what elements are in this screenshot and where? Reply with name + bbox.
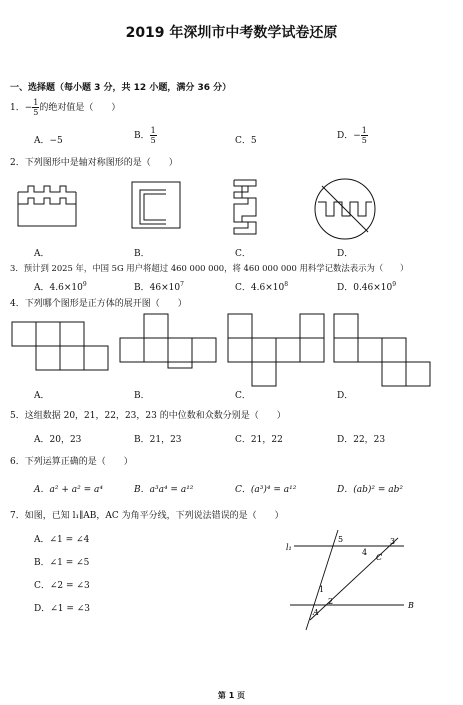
q3-option-c: C．$4.6\times 10^8$ — [235, 281, 289, 293]
label-angle-3: 3 — [390, 537, 396, 546]
question-6: 6．下列运算正确的是（ ） — [10, 457, 133, 467]
label-l1: l₁ — [286, 543, 292, 552]
label-angle-2: 2 — [328, 597, 334, 606]
q2-figure-c — [230, 178, 266, 236]
q3-option-d: D．$0.46\times 10^9$ — [337, 281, 397, 293]
q3-option-a: A．$4.6\times 10^9$ — [34, 281, 87, 293]
q7-option-c: C．∠2 = ∠3 — [34, 581, 90, 591]
q3-option-b: B．$46\times 10^7$ — [134, 281, 184, 293]
label-angle-1: 1 — [319, 585, 325, 594]
q2-figure-b — [130, 180, 184, 232]
q4-option-a: A． — [34, 391, 50, 401]
q2-figure-a — [18, 180, 80, 232]
q4-option-d: D． — [337, 391, 354, 401]
q4-option-b: B． — [134, 391, 150, 401]
q4-option-c: C． — [235, 391, 251, 401]
q6-option-c: C．(a³)⁴ = a¹² — [235, 485, 297, 495]
question-4: 4．下列哪个图形是正方体的展开图（ ） — [10, 299, 187, 309]
question-5: 5．这组数据 20，21，22，23，23 的中位数和众数分别是（ ） — [10, 411, 286, 421]
q2-option-a: A． — [34, 249, 50, 259]
page-title: 2019 年深圳市中考数学试卷还原 — [125, 25, 338, 41]
q7-geometry-figure — [280, 530, 440, 640]
q6-option-d: D．(ab)² = ab² — [337, 485, 403, 495]
q4-net-d — [334, 314, 434, 388]
section-heading: 一、选择题（每小题 3 分，共 12 小题，满分 36 分） — [10, 83, 232, 93]
q2-figure-d — [312, 176, 378, 242]
q1-option-a: A．−5 — [34, 136, 63, 146]
q7-option-d: D．∠1 = ∠3 — [34, 604, 91, 614]
q2-option-d: D． — [337, 249, 354, 259]
q1-number: 1． — [10, 103, 25, 113]
q2-option-b: B． — [134, 249, 150, 259]
q1-stem: 的绝对值是（ ） — [39, 103, 121, 113]
q5-option-c: C．21，22 — [235, 435, 283, 445]
q2-option-c: C． — [235, 249, 251, 259]
page-number: 第 1 页 — [217, 691, 246, 700]
q1-fraction: $\frac{1}{5}$ — [33, 98, 39, 117]
q1-option-c: C．5 — [235, 136, 257, 146]
label-point-b: B — [408, 601, 414, 610]
q6-option-b: B．a³a⁴ = a¹² — [134, 485, 194, 495]
q1-minus: − — [24, 103, 33, 113]
question-2: 2．下列图形中是轴对称图形的是（ ） — [10, 158, 178, 168]
q5-option-b: B．21，23 — [134, 435, 182, 445]
question-3: 3．预计到 2025 年，中国 5G 用户将超过 460 000 000，将 460 000 000 用科学记数法表示为（ ） — [10, 263, 409, 273]
question-7: 7．如图，已知 l₁∥AB，AC 为角平分线，下列说法错误的是（ ） — [10, 511, 284, 521]
q5-option-d: D．22，23 — [337, 435, 386, 445]
label-angle-5: 5 — [338, 535, 344, 544]
label-point-c: C — [376, 553, 383, 562]
bisector-ac — [310, 538, 398, 620]
label-angle-4: 4 — [362, 548, 368, 557]
q6-option-a: A．a² + a² = a⁴ — [34, 485, 103, 495]
q7-option-a: A．∠1 = ∠4 — [34, 535, 90, 545]
question-1 — [10, 98, 120, 117]
q4-net-a — [12, 322, 112, 374]
label-point-a: A — [313, 608, 319, 617]
transversal-1 — [306, 530, 338, 630]
q1-option-d: D．− $\frac{1}{5}$ — [337, 126, 367, 145]
q4-net-b — [120, 314, 216, 368]
q7-option-b: B．∠1 = ∠5 — [34, 558, 90, 568]
q4-net-c — [228, 314, 324, 388]
q5-option-a: A．20，23 — [34, 435, 82, 445]
q1-option-b: B． $\frac{1}{5}$ — [134, 126, 156, 145]
